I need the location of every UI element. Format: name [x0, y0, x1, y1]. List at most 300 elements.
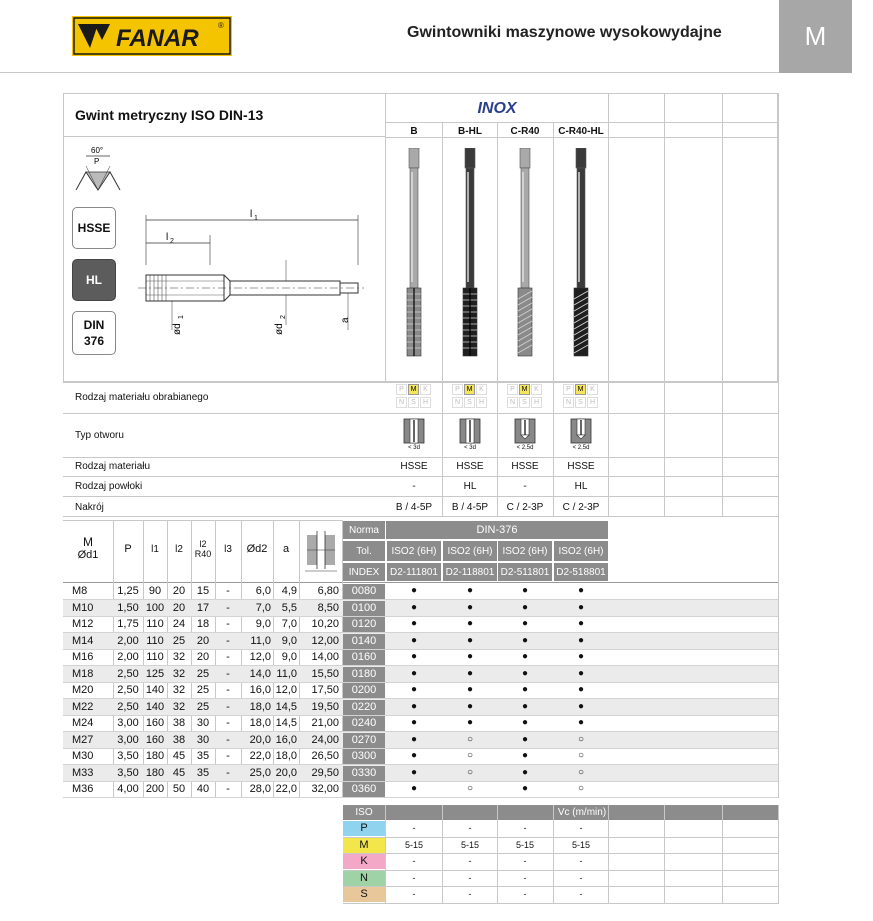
cell-l3: - — [226, 651, 230, 663]
available-dot: ● — [410, 667, 418, 679]
cell-s: 14,00 — [311, 651, 339, 663]
index-label: INDEX — [343, 563, 385, 581]
hole-depth-b: < 3d — [408, 445, 420, 451]
cell-a: 14,5 — [275, 700, 297, 713]
available-dot: ● — [410, 717, 418, 728]
cell-d2: 18,0 — [249, 700, 271, 713]
tolerance-c-r40-hl: ISO2 (6H) — [554, 541, 608, 561]
vc-value: - — [579, 823, 583, 833]
vc-value: - — [468, 856, 472, 866]
cell-p: 3,00 — [117, 733, 139, 746]
available-dot: ● — [521, 634, 529, 646]
on-request-dot: ○ — [577, 766, 585, 778]
vc-row-divider — [343, 870, 778, 871]
cell-s: 21,00 — [311, 717, 339, 729]
index-code-0360[interactable]: 0360 — [343, 782, 385, 797]
material-grid-b-hl — [452, 382, 488, 412]
cell-l1: 160 — [145, 733, 165, 746]
col-header-l3: l3 — [224, 543, 232, 555]
material-cell-h: H — [587, 397, 598, 408]
available-dot: ● — [466, 634, 474, 646]
svg-text:l: l — [166, 232, 169, 243]
vc-col-divider — [553, 805, 554, 904]
vc-value: - — [468, 889, 472, 899]
available-dot: ● — [410, 733, 418, 745]
vc-value: - — [579, 889, 583, 899]
cell-s: 19,50 — [311, 700, 339, 713]
hole-depth-c-r40: < 2,5d — [516, 445, 534, 451]
tolerance-c-r40: ISO2 (6H) — [498, 541, 552, 561]
cell-a: 12,0 — [275, 684, 297, 696]
cell-s: 15,50 — [311, 667, 339, 680]
tap-image-b-hl — [455, 148, 485, 358]
cell-a: 16,0 — [275, 733, 297, 746]
tolerance-b-hl: ISO2 (6H) — [443, 541, 497, 561]
available-dot: ● — [466, 684, 474, 695]
col-header-l2: l2 — [175, 543, 183, 555]
chamfer-b-hl: B / 4-5P — [451, 502, 489, 513]
vc-row-divider — [343, 837, 778, 838]
available-dot: ● — [410, 700, 418, 712]
available-dot: ● — [521, 766, 529, 778]
cell-m: M12 — [72, 618, 94, 630]
available-dot: ● — [521, 684, 529, 695]
vc-value: - — [523, 872, 527, 883]
vc-value: - — [468, 872, 472, 883]
material-cell-n: N — [507, 397, 518, 408]
available-dot: ● — [466, 667, 474, 679]
available-dot: ● — [521, 733, 529, 745]
inox-divider — [386, 122, 778, 123]
vc-value: - — [412, 856, 416, 866]
vc-col-divider — [385, 805, 386, 904]
coating-b-hl: HL — [463, 481, 477, 492]
cell-d2: 25,0 — [249, 766, 271, 779]
material-cell-h: H — [420, 397, 431, 408]
cell-p: 2,00 — [117, 651, 139, 663]
material-cell-m: M — [519, 384, 530, 395]
on-request-dot: ○ — [577, 733, 585, 745]
vc-row-divider — [343, 903, 778, 904]
svg-text:l: l — [250, 209, 253, 220]
index-code-0120[interactable]: 0120 — [343, 617, 385, 632]
col-header-l1: l1 — [151, 543, 159, 555]
cell-s: 10,20 — [311, 618, 339, 630]
svg-text:ød: ød — [172, 323, 183, 335]
material-cell-m: M — [464, 384, 475, 395]
cell-l2r: 40 — [196, 783, 210, 795]
available-dot: ● — [521, 585, 529, 596]
on-request-dot: ○ — [466, 750, 474, 761]
header-divider — [0, 72, 779, 73]
index-code-0160[interactable]: 0160 — [343, 650, 385, 665]
cell-l1: 110 — [146, 651, 164, 663]
brand-name: FANAR — [116, 25, 199, 52]
vc-label: Vc (m/min) — [386, 805, 778, 820]
cell-m: M30 — [72, 750, 94, 762]
cell-l2: 32 — [172, 667, 186, 680]
material-cell-s: S — [408, 397, 419, 408]
available-dot: ● — [521, 601, 529, 613]
cell-d2: 18,0 — [249, 717, 271, 729]
cell-l2r: 25 — [196, 700, 210, 713]
vc-value: 5-15 — [515, 839, 534, 850]
vc-value: - — [523, 823, 527, 833]
cell-a: 18,0 — [275, 750, 297, 762]
index-code-0180[interactable]: 0180 — [343, 667, 385, 682]
col-header-l2-r40: l2 R40 — [194, 539, 212, 559]
cell-m: M36 — [72, 783, 94, 795]
hole-type-icon-c-r40-hl — [570, 418, 592, 444]
cell-a: 9,0 — [281, 634, 297, 647]
available-dot: ● — [410, 684, 418, 695]
material-cell-n: N — [396, 397, 407, 408]
row-divider — [63, 748, 778, 749]
material-cell-n: N — [452, 397, 463, 408]
material-cell-h: H — [476, 397, 487, 408]
available-dot: ● — [466, 651, 474, 662]
product-code-c-r40: C-R40 — [510, 126, 540, 137]
hole-type-label: Typ otworu — [75, 430, 124, 441]
cell-l2r: 30 — [196, 733, 210, 746]
material-cell-h: H — [531, 397, 542, 408]
index-code-0220[interactable]: 0220 — [343, 700, 385, 715]
cell-s: 29,50 — [311, 766, 339, 779]
cell-s: 24,00 — [311, 733, 339, 746]
hole-type-icon-b — [403, 418, 425, 444]
available-dot: ● — [466, 601, 474, 613]
material-cell-k: K — [476, 384, 487, 395]
code-divider — [386, 137, 778, 138]
cell-p: 3,50 — [117, 750, 139, 762]
chamfer-c-r40: C / 2-3P — [506, 502, 544, 513]
cell-l2: 32 — [172, 684, 186, 696]
available-dot: ● — [521, 651, 529, 662]
cell-l1: 200 — [145, 783, 165, 795]
coating-c-r40: - — [523, 481, 527, 492]
cell-l2: 38 — [172, 717, 186, 729]
workpiece-material-label: Rodzaj materiału obrabianego — [75, 392, 209, 403]
product-code-c-r40-hl: C-R40-HL — [558, 126, 604, 137]
cell-d2: 6,0 — [255, 585, 271, 597]
cell-l3: - — [226, 585, 230, 597]
hole-depth-c-r40-hl: < 2,5d — [572, 445, 590, 451]
cell-l3: - — [226, 634, 230, 647]
cell-l2: 45 — [172, 766, 186, 779]
available-dot: ● — [521, 750, 529, 761]
index-code-0100[interactable]: 0100 — [343, 601, 385, 616]
din-376-badge: DIN 376 — [72, 311, 116, 355]
cell-l3: - — [226, 783, 230, 795]
material-grid-c-r40 — [507, 382, 543, 412]
cell-p: 2,50 — [117, 700, 139, 713]
cell-m: M16 — [72, 651, 94, 663]
index-code-0270[interactable]: 0270 — [343, 733, 385, 748]
index-code-0240[interactable]: 0240 — [343, 716, 385, 731]
cell-m: M8 — [72, 585, 88, 597]
vc-value: - — [412, 872, 416, 883]
hsse-badge: HSSE — [72, 207, 116, 249]
svg-text:ød: ød — [274, 323, 285, 335]
available-dot: ● — [410, 618, 418, 629]
col-header-a: a — [282, 543, 290, 555]
available-dot: ● — [410, 766, 418, 778]
available-dot: ● — [521, 667, 529, 679]
cell-m: M33 — [72, 766, 94, 779]
vc-col-divider — [442, 805, 443, 904]
cell-p: 4,00 — [117, 783, 139, 795]
cell-l1: 160 — [145, 717, 165, 729]
tool-material-label: Rodzaj materiału — [75, 461, 151, 472]
cell-l2r: 15 — [196, 585, 210, 597]
available-dot: ● — [466, 585, 474, 596]
cell-l3: - — [226, 618, 230, 630]
col-header-m: M Ød1 — [77, 535, 99, 561]
tolerance-label: Tol. — [343, 541, 385, 561]
available-dot: ● — [577, 717, 585, 728]
cell-l1: 110 — [146, 618, 164, 630]
col-header-d2: Ød2 — [246, 543, 268, 555]
tool-material-c-r40-hl: HSSE — [567, 461, 595, 472]
cell-l2: 24 — [172, 618, 186, 630]
vc-value: - — [412, 823, 416, 833]
cell-l2: 32 — [172, 651, 186, 663]
cell-l2r: 25 — [196, 667, 210, 680]
cell-l3: - — [226, 750, 230, 762]
vc-col-divider — [608, 805, 609, 904]
cell-a: 22,0 — [275, 783, 297, 795]
material-grid-c-r40-hl — [563, 382, 599, 412]
available-dot: ● — [521, 717, 529, 728]
iso-group-k: K — [343, 854, 385, 869]
material-cell-p: P — [396, 384, 407, 395]
cell-l2r: 17 — [196, 601, 210, 614]
index-b: D2-111801 — [387, 563, 441, 581]
norm-label: Norma — [343, 521, 385, 539]
cell-l2r: 20 — [196, 651, 210, 663]
available-dot: ● — [410, 585, 418, 596]
cell-a: 5,5 — [281, 601, 297, 614]
cell-s: 8,50 — [317, 601, 339, 614]
coating-label: Rodzaj powłoki — [75, 481, 143, 492]
material-cell-m: M — [408, 384, 419, 395]
row-divider — [63, 715, 778, 716]
cell-m: M18 — [72, 667, 94, 680]
available-dot: ● — [466, 618, 474, 629]
cell-d2: 28,0 — [249, 783, 271, 795]
material-cell-m: M — [575, 384, 586, 395]
fanar-logo — [72, 16, 232, 56]
available-dot: ● — [466, 700, 474, 712]
iso-group-s: S — [343, 887, 385, 902]
cell-l2: 50 — [172, 783, 186, 795]
vc-col-divider — [722, 805, 723, 904]
cell-l1: 125 — [145, 667, 165, 680]
tool-material-b-hl: HSSE — [456, 461, 484, 472]
cell-p: 1,25 — [117, 585, 139, 597]
tolerance-b: ISO2 (6H) — [387, 541, 441, 561]
row-divider — [63, 682, 778, 683]
vc-value: - — [412, 889, 416, 899]
cell-p: 3,50 — [117, 766, 139, 779]
product-code-b-hl: B-HL — [458, 126, 482, 137]
available-dot: ● — [577, 651, 585, 662]
vc-col-divider — [664, 805, 665, 904]
cell-d2: 22,0 — [249, 750, 271, 762]
thread-profile-icon — [72, 144, 122, 196]
available-dot: ● — [410, 783, 418, 794]
tap-image-c-r40 — [510, 148, 540, 358]
iso-group-m: M — [343, 838, 385, 853]
cell-m: M14 — [72, 634, 94, 647]
vc-iso-label: ISO — [343, 805, 385, 820]
row-divider — [63, 781, 778, 782]
cell-l3: - — [226, 667, 230, 680]
col-header-pitch: P — [124, 543, 132, 555]
cell-m: M24 — [72, 717, 94, 729]
available-dot: ● — [410, 750, 418, 761]
vc-value: - — [468, 823, 472, 833]
cell-l2r: 25 — [196, 684, 210, 696]
cell-d2: 14,0 — [249, 667, 271, 680]
available-dot: ● — [577, 601, 585, 613]
index-code-0080[interactable]: 0080 — [343, 584, 385, 599]
hole-type-icon-c-r40 — [514, 418, 536, 444]
svg-text:2: 2 — [280, 315, 287, 319]
cell-l2: 20 — [172, 601, 186, 614]
section-tab[interactable]: M — [779, 0, 852, 73]
hole-type-icon-b-hl — [459, 418, 481, 444]
cell-d2: 11,0 — [250, 634, 271, 647]
chamfer-c-r40-hl: C / 2-3P — [562, 502, 600, 513]
page-title: Gwintowniki maszynowe wysokowydajne — [407, 24, 722, 41]
index-b-hl: D2-118801 — [443, 563, 497, 581]
cell-l3: - — [226, 601, 230, 614]
thread-standard-title: Gwint metryczny ISO DIN-13 — [75, 107, 264, 123]
material-cell-s: S — [464, 397, 475, 408]
available-dot: ● — [577, 667, 585, 679]
cell-p: 3,00 — [117, 717, 139, 729]
vc-value: - — [579, 856, 583, 866]
svg-text:a: a — [340, 317, 351, 323]
material-cell-p: P — [507, 384, 518, 395]
material-grid-b — [396, 382, 432, 412]
available-dot: ● — [577, 634, 585, 646]
svg-text:®: ® — [218, 21, 224, 30]
cell-l2r: 35 — [196, 766, 210, 779]
svg-text:60°: 60° — [91, 146, 104, 155]
on-request-dot: ○ — [577, 750, 585, 761]
chamfer-b: B / 4-5P — [395, 502, 433, 513]
material-cell-p: P — [563, 384, 574, 395]
inox-group-label: INOX — [477, 100, 517, 117]
vc-value: 5-15 — [571, 839, 590, 850]
available-dot: ● — [410, 651, 418, 662]
cell-p: 1,50 — [117, 601, 139, 614]
available-dot: ● — [577, 618, 585, 629]
hole-depth-b-hl: < 3d — [464, 445, 476, 451]
vc-col-divider — [497, 805, 498, 904]
cell-a: 7,0 — [281, 618, 297, 630]
chamfer-label: Nakrój — [75, 502, 104, 513]
cell-m: M20 — [72, 684, 94, 696]
cell-s: 32,00 — [311, 783, 339, 795]
cell-l3: - — [226, 700, 230, 713]
panel-divider — [63, 136, 386, 137]
cell-l1: 180 — [145, 766, 165, 779]
index-code-0330[interactable]: 0330 — [343, 766, 385, 781]
cell-l1: 140 — [145, 700, 165, 713]
material-cell-s: S — [519, 397, 530, 408]
hl-coating-badge: HL — [72, 259, 116, 301]
cell-l3: - — [226, 766, 230, 779]
cell-a: 11,0 — [276, 667, 297, 680]
material-cell-p: P — [452, 384, 463, 395]
cell-l2r: 35 — [196, 750, 210, 762]
cell-l1: 140 — [145, 684, 165, 696]
tool-material-b: HSSE — [400, 461, 428, 472]
cell-l1: 110 — [146, 634, 164, 647]
cell-l1: 100 — [145, 601, 165, 614]
svg-text:1: 1 — [254, 215, 258, 222]
available-dot: ● — [521, 700, 529, 712]
vc-value: - — [579, 872, 583, 883]
material-cell-k: K — [587, 384, 598, 395]
cell-s: 6,80 — [317, 585, 339, 597]
cell-m: M27 — [72, 733, 94, 746]
material-cell-k: K — [531, 384, 542, 395]
cell-l3: - — [226, 733, 230, 746]
cell-l1: 180 — [145, 750, 165, 762]
cell-s: 17,50 — [311, 684, 339, 696]
cell-m: M22 — [72, 700, 94, 713]
on-request-dot: ○ — [577, 783, 585, 794]
row-divider — [63, 797, 778, 798]
vc-value: - — [523, 889, 527, 899]
material-cell-s: S — [575, 397, 586, 408]
available-dot: ● — [577, 700, 585, 712]
index-code-0200[interactable]: 0200 — [343, 683, 385, 698]
material-cell-k: K — [420, 384, 431, 395]
vc-value: 5-15 — [404, 839, 423, 850]
index-code-0140[interactable]: 0140 — [343, 634, 385, 649]
on-request-dot: ○ — [466, 766, 474, 778]
cell-a: 9,0 — [281, 651, 297, 663]
svg-text:2: 2 — [170, 238, 174, 245]
available-dot: ● — [521, 618, 529, 629]
on-request-dot: ○ — [466, 783, 474, 794]
cell-l2: 38 — [172, 733, 186, 746]
coating-b: - — [412, 481, 416, 492]
index-code-0300[interactable]: 0300 — [343, 749, 385, 764]
square-size-icon — [301, 525, 341, 579]
cell-p: 1,75 — [117, 618, 139, 630]
material-cell-n: N — [563, 397, 574, 408]
cell-d2: 20,0 — [249, 733, 271, 746]
cell-d2: 7,0 — [255, 601, 271, 614]
cell-l2: 45 — [172, 750, 186, 762]
vc-value: - — [523, 856, 527, 866]
svg-text:1: 1 — [178, 315, 185, 319]
index-c-r40-hl: D2-518801 — [554, 563, 608, 581]
cell-s: 26,50 — [311, 750, 339, 762]
cell-l2: 20 — [172, 585, 186, 597]
on-request-dot: ○ — [466, 733, 474, 745]
cell-a: 14,5 — [275, 717, 297, 729]
available-dot: ● — [577, 585, 585, 596]
product-code-b: B — [410, 126, 418, 137]
cell-l2r: 30 — [196, 717, 210, 729]
